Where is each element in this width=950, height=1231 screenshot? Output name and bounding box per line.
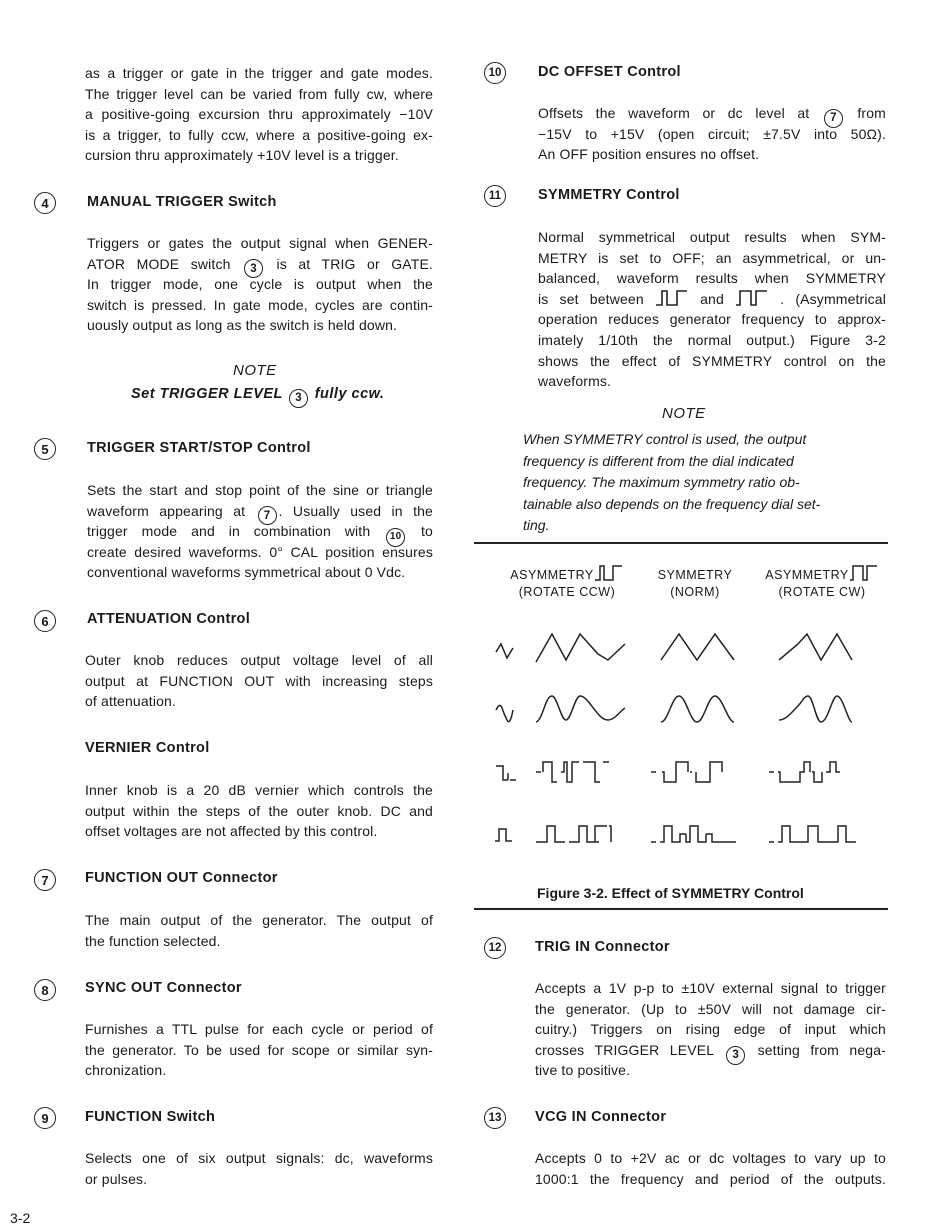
pulse-wave-symmetric bbox=[650, 822, 746, 846]
figure-top-rule bbox=[474, 542, 888, 544]
dc-offset-heading: DC OFFSET Control bbox=[538, 64, 681, 80]
section-number-11: 11 bbox=[484, 185, 506, 207]
sine-wave-cw bbox=[778, 692, 858, 726]
square-wave-cw bbox=[768, 758, 864, 788]
triangle-wave-cw bbox=[778, 630, 858, 664]
asymmetry-cw-symbol-icon bbox=[735, 290, 769, 306]
trig-in-paragraph: Accepts a 1V p-p to ±10V external signal to trigger the generator. (Up to ±50V will not damage cir- cuitry.) Triggers on rising edge of input which crosses TRIGGER LEVEL 3 setting from nega- tive to positive. bbox=[535, 980, 886, 1079]
ref-circle-7: 7 bbox=[258, 506, 277, 525]
figure-label-symmetry: SYMMETRY (NORM) bbox=[657, 568, 733, 599]
ref-circle-3: 3 bbox=[289, 389, 308, 408]
ref-circle-3: 3 bbox=[726, 1046, 745, 1065]
manual-trigger-heading: MANUAL TRIGGER Switch bbox=[87, 194, 277, 210]
section-number-12: 12 bbox=[484, 937, 506, 959]
dc-offset-paragraph: Offsets the waveform or dc level at 7 from −15V to +15V (open circuit; ±7.5V into 50Ω). An OFF position ensures no offset. bbox=[538, 105, 886, 163]
figure-label-asymmetry-ccw: ASYMMETRY (ROTATE CCW) bbox=[505, 565, 629, 601]
section-number-7: 7 bbox=[34, 869, 56, 891]
pulse-wave-cw bbox=[768, 822, 864, 846]
section-number-13: 13 bbox=[484, 1107, 506, 1129]
pulse-wave-ccw bbox=[535, 822, 627, 846]
vcg-in-heading: VCG IN Connector bbox=[535, 1109, 667, 1125]
pulse-symbol-icon bbox=[494, 825, 516, 845]
ref-circle-7: 7 bbox=[824, 109, 843, 128]
asymmetry-cw-symbol-icon bbox=[849, 565, 879, 581]
section-number-6: 6 bbox=[34, 610, 56, 632]
figure-caption: Figure 3-2. Effect of SYMMETRY Control bbox=[537, 885, 804, 901]
sine-symbol-icon bbox=[495, 700, 515, 726]
page-number: 3-2 bbox=[10, 1210, 31, 1226]
sine-wave-symmetric bbox=[660, 692, 740, 726]
attenuation-paragraph: Outer knob reduces output voltage level of all output at FUNCTION OUT with increasing steps of attenuation. bbox=[85, 652, 433, 710]
sine-wave-ccw bbox=[535, 692, 627, 726]
sync-out-heading: SYNC OUT Connector bbox=[85, 980, 242, 996]
attenuation-heading: ATTENUATION Control bbox=[87, 611, 251, 627]
function-switch-paragraph: Selects one of six output signals: dc, waveforms or pulses. bbox=[85, 1150, 433, 1187]
vernier-heading: VERNIER Control bbox=[85, 740, 210, 756]
section-number-4: 4 bbox=[34, 192, 56, 214]
function-switch-heading: FUNCTION Switch bbox=[85, 1109, 216, 1125]
trigger-start-stop-paragraph: Sets the start and stop point of the sine or triangle waveform appearing at 7 . Usually used in the trigger mode and in combination with 10 to create desired waveforms. 0° CAL position ensures conventional waveforms symmetrical about 0 Vdc. bbox=[87, 482, 433, 581]
vcg-in-paragraph: Accepts 0 to +2V ac or dc voltages to vary up to 1000:1 the frequency and period of the outputs. bbox=[535, 1150, 886, 1187]
function-out-paragraph: The main output of the generator. The output of the function selected. bbox=[85, 912, 433, 949]
note-trigger-level: Set TRIGGER LEVEL 3 fully ccw. bbox=[131, 386, 384, 408]
asymmetry-ccw-symbol-icon bbox=[655, 290, 689, 306]
note-title: NOTE bbox=[662, 405, 706, 422]
section-number-5: 5 bbox=[34, 438, 56, 460]
trig-in-heading: TRIG IN Connector bbox=[535, 939, 670, 955]
intro-paragraph: as a trigger or gate in the trigger and gate modes. The trigger level can be varied from fully cw, where a positive-going excursion thru approximately −10V is a trigger, to fully ccw, where a positive-going ex- cursion thru approximately +10V level is a trigger. bbox=[85, 65, 433, 164]
sync-out-paragraph: Furnishes a TTL pulse for each cycle or period of the generator. To be used for scope or similar syn- chronization. bbox=[85, 1021, 433, 1079]
square-wave-ccw bbox=[535, 758, 627, 788]
triangle-wave-ccw bbox=[535, 630, 627, 664]
square-symbol-icon bbox=[495, 760, 517, 786]
ref-circle-10: 10 bbox=[386, 528, 405, 547]
section-number-10: 10 bbox=[484, 62, 506, 84]
vernier-paragraph: Inner knob is a 20 dB vernier which controls the output within the steps of the outer knob. DC and offset voltages are not affected by this control. bbox=[85, 782, 433, 840]
figure-label-asymmetry-cw: ASYMMETRY (ROTATE CW) bbox=[760, 565, 884, 601]
function-out-heading: FUNCTION OUT Connector bbox=[85, 870, 278, 886]
square-wave-symmetric bbox=[650, 758, 746, 788]
section-number-8: 8 bbox=[34, 979, 56, 1001]
symmetry-paragraph: Normal symmetrical output results when SYM- METRY is set to OFF; an asymmetrical, or un- balanced, waveform results when SYMMETRY is set between and . (Asymmetrical operation reduces generator frequency to approx- imately 1/10th the normal output.) Figure 3-2 shows the effect of SYMMETRY control on the waveforms. bbox=[538, 229, 886, 390]
manual-trigger-paragraph: Triggers or gates the output signal when GENER- ATOR MODE switch 3 is at TRIG or GATE. In trigger mode, one cycle is output when the switch is pressed. In gate mode, cycles are contin- uously output as long as the switch is held down. bbox=[87, 235, 433, 334]
section-number-9: 9 bbox=[34, 1107, 56, 1129]
asymmetry-ccw-symbol-icon bbox=[594, 565, 624, 581]
note-title: NOTE bbox=[233, 362, 277, 379]
trigger-start-stop-heading: TRIGGER START/STOP Control bbox=[87, 440, 311, 456]
figure-bottom-rule bbox=[474, 908, 888, 910]
ref-circle-3: 3 bbox=[244, 259, 263, 278]
triangle-wave-symmetric bbox=[660, 630, 740, 664]
note-symmetry-text: When SYMMETRY control is used, the output frequency is different from the dial indicated frequency. The maximum symmetry ratio ob- tainable also depends on the frequency dial set- ting. bbox=[523, 431, 821, 533]
triangle-symbol-icon bbox=[495, 638, 515, 664]
symmetry-heading: SYMMETRY Control bbox=[538, 187, 680, 203]
